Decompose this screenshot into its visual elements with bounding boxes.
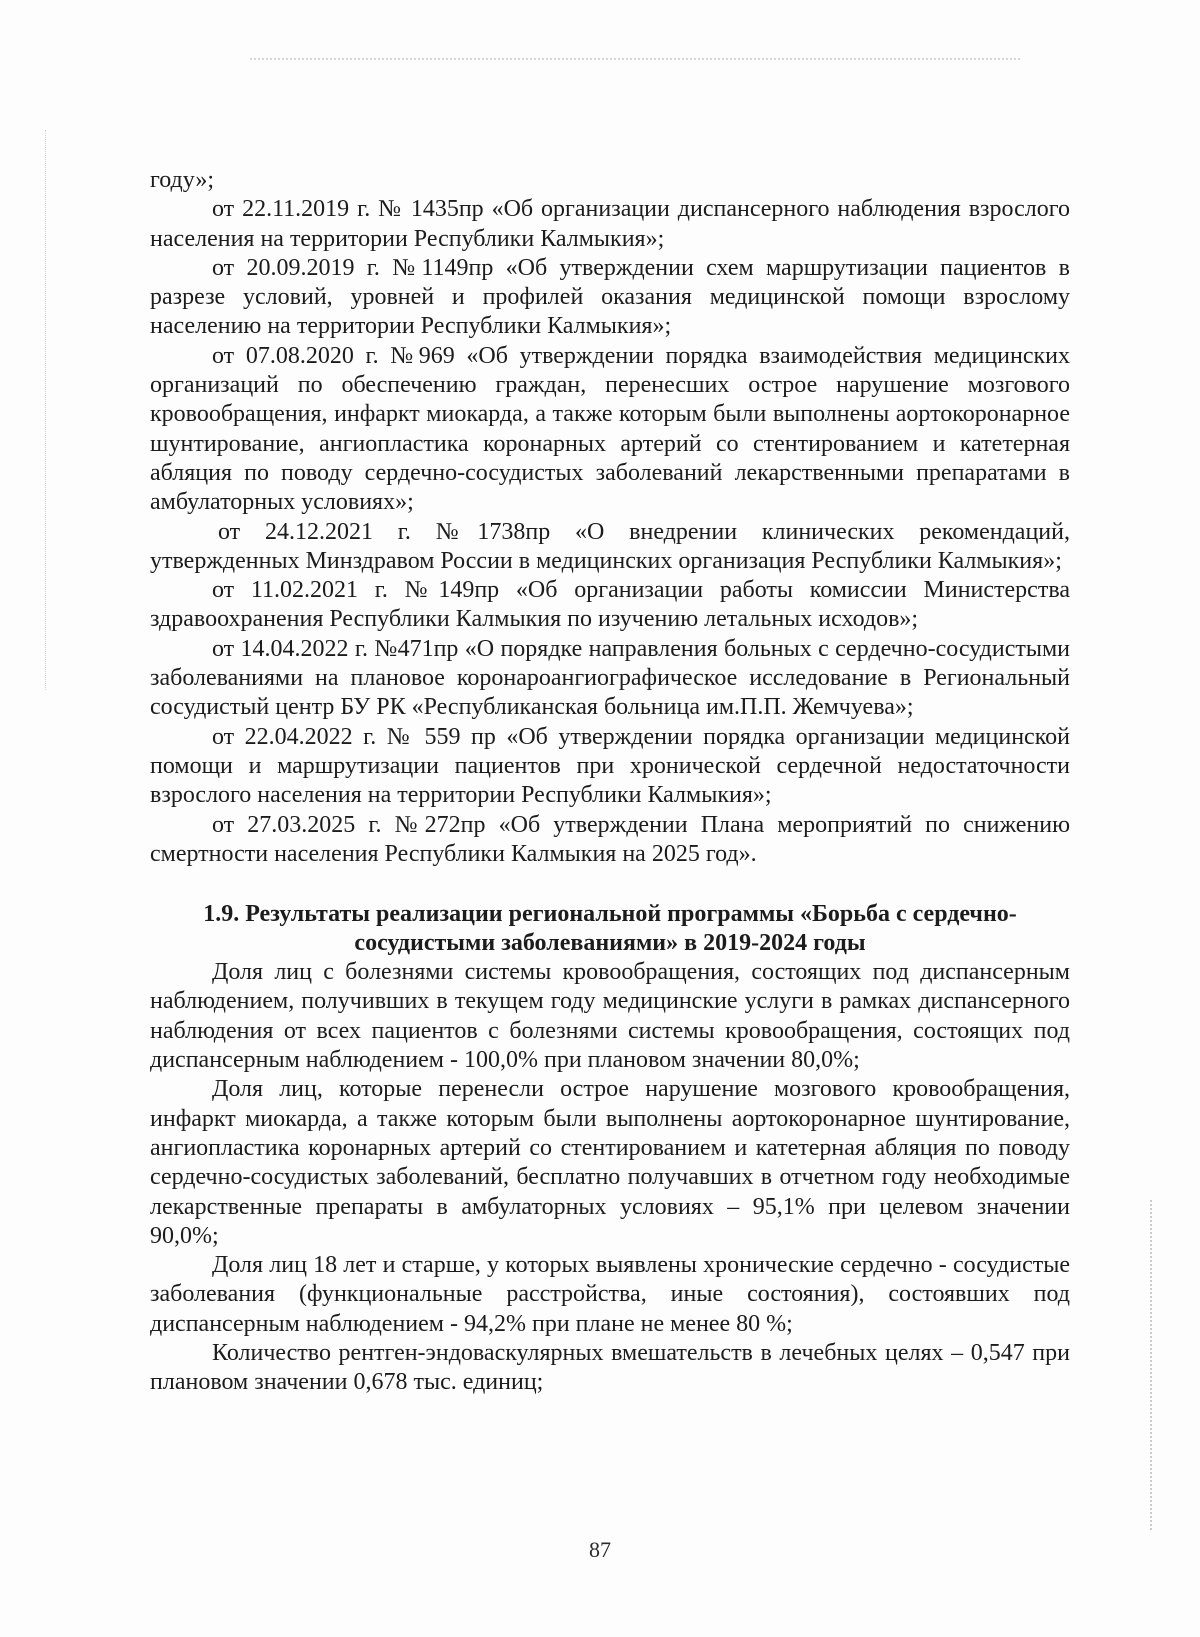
document-body [150, 166, 1070, 1398]
scan-artifact-left [45, 130, 46, 690]
paragraph-order-1738: от 24.12.2021 г. №1738пр «О внедрении клинических рекомендаций, утвержденных Минздравом России в медицинских организация Республики Калмыкия»; [150, 518, 1070, 574]
paragraph-order-1149: от 20.09.2019 г. №1149пр «Об утверждении схем маршрутизации пациентов в разрезе условий, уровней и профилей оказания медицинской помощи взрослому населению на территории Республики Калмыкия»; [150, 254, 1070, 340]
scan-artifact-right [1150, 1200, 1152, 1530]
paragraph-order-559: от 22.04.2022 г. № 559 пр «Об утверждении порядка организации медицинской помощи и маршрутизации пациентов при хронической сердечной недостаточности взрослого населения на территории Республики Калмыкия»; [150, 723, 1070, 809]
paragraph-order-149: от 11.02.2021 г. №149пр «Об организации работы комиссии Министерства здравоохранения Республики Калмыкия по изучению летальных исходов»; [150, 577, 1070, 633]
paragraph-order-471: от 14.04.2022 г. №471пр «О порядке направления больных с сердечно-сосудистыми заболеваниями на плановое коронароангиографическое исследование в Региональный сосудистый центр БУ РК «Республиканская больница им.П.П. Жемчуева»; [150, 635, 1070, 721]
paragraph-result-chronic: Доля лиц 18 лет и старше, у которых выявлены хронические сердечно - сосудистые заболевания (функциональные расстройства, иные состояния), состоявших под диспансерным наблюдением - 94,2% при плане не менее 80 %; [150, 1252, 1070, 1337]
paragraph-order-272: от 27.03.2025 г. №272пр «Об утверждении Плана мероприятий по снижению смертности населения Республики Калмыкия на 2025 год». [150, 811, 1070, 867]
paragraph-order-969: от 07.08.2020 г. №969 «Об утверждении порядка взаимодействия медицинских организаций по обеспечению граждан, перенесших острое нарушение мозгового кровообращения, инфаркт миокарда, а также которым были выполнены аортокоронарное шунтирование, ангиопластика коронарных артерий со стентированием и катетерная абляция по поводу сердечно-сосудистых заболеваний лекарственными препаратами в амбулаторных условиях»; [150, 342, 1070, 516]
paragraph-order-1435: от 22.11.2019 г. № 1435пр «Об организации диспансерного наблюдения взрослого населения на территории Республики Калмыкия»; [150, 196, 1070, 252]
section-heading: 1.9. Результаты реализации региональной программы «Борьба с сердечно-сосудистыми заболеваниями» в 2019-2024 годы [203, 901, 1017, 957]
scan-artifact-top [250, 58, 1020, 62]
paragraph-continuation: году»; [150, 167, 215, 193]
page-number: 87 [589, 1537, 611, 1562]
paragraph-result-endovascular: Количество рентген-эндоваскулярных вмешательств в лечебных целях – 0,547 при плановом значении 0,678 тыс. единиц; [150, 1339, 1070, 1396]
paragraph-result-dispensary: Доля лиц с болезнями системы кровообращения, состоящих под диспансерным наблюдением, получивших в текущем году медицинские услуги в рамках диспансерного наблюдения от всех пациентов с болезнями системы кровообращения, состоящих под диспансерным наблюдением - 100,0% при плановом значении 80,0%; [150, 959, 1070, 1074]
paragraph-result-medication: Доля лиц, которые перенесли острое нарушение мозгового кровообращения, инфаркт миокарда, а также которым были выполнены аортокоронарное шунтирование, ангиопластика коронарных артерий со стентированием и катетерная абляция по поводу сердечно-сосудистых заболеваний, бесплатно получавших в отчетном году необходимые лекарственные препараты в амбулаторных условиях – 95,1% при целевом значении 90,0%; [150, 1076, 1070, 1249]
